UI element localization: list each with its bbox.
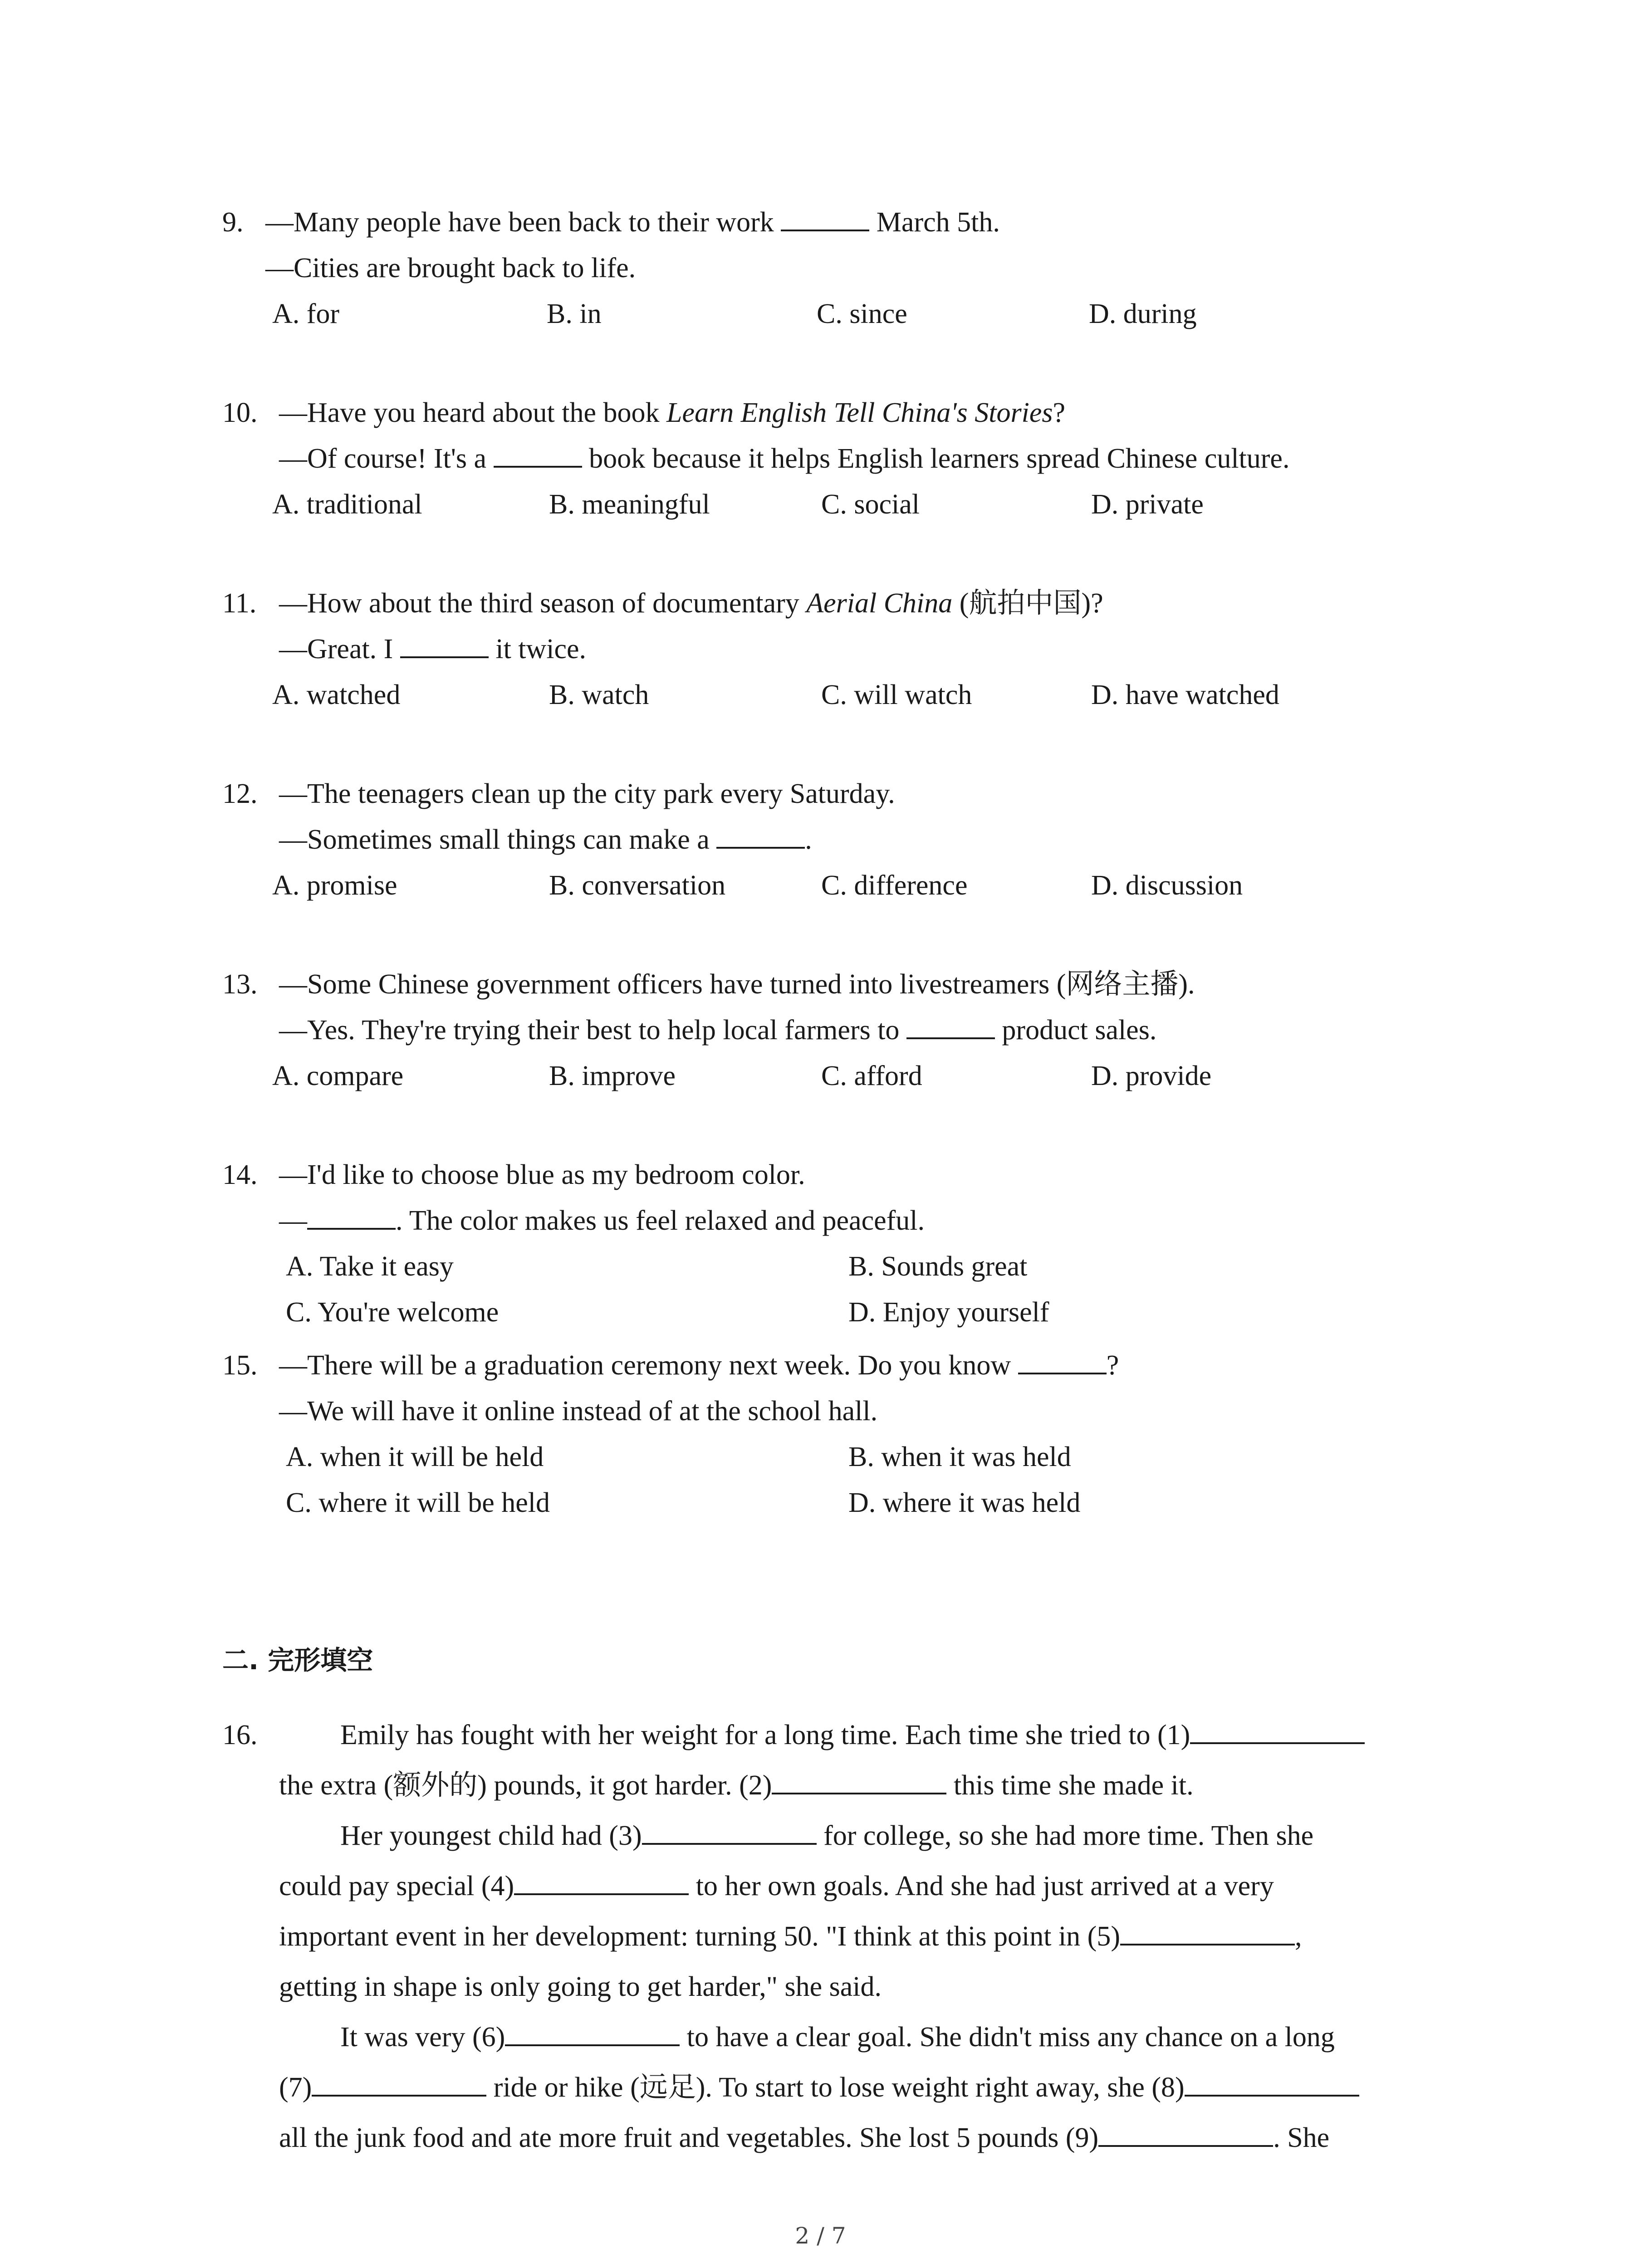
answer-option: D. where it was held: [848, 1487, 1081, 1518]
text-segment: to have a clear goal. She didn't miss any chance on a long: [680, 2022, 1335, 2053]
text-segment: —Sometimes small things can make a: [279, 824, 717, 855]
options-row: [222, 672, 1493, 718]
text-segment: —I'd like to choose blue as my bedroom color.: [279, 1159, 805, 1190]
answer-blank: [400, 631, 489, 658]
section-title: 二. 完形填空: [222, 1645, 373, 1676]
answer-option: A. watched: [272, 679, 401, 710]
text-segment: March 5th.: [869, 207, 1000, 238]
text-segment: ?: [1053, 397, 1066, 428]
question-item: [222, 1152, 1493, 1335]
passage-line: [222, 1760, 1447, 1811]
answer-option: B. improve: [549, 1061, 676, 1091]
options-row: [222, 1053, 1493, 1099]
answer-option: B. in: [547, 298, 602, 329]
answer-option: D. private: [1091, 489, 1204, 520]
text-segment: for college, so she had more time. Then she: [816, 1820, 1314, 1851]
text-segment: —Great. I: [279, 634, 400, 665]
text-segment: —We will have it online instead of at the school hall.: [279, 1396, 878, 1427]
italic-title: Learn English Tell China's Stories: [666, 397, 1053, 428]
question-stem-line: [222, 771, 1493, 817]
question-stem-line: [222, 1152, 1493, 1198]
answer-option: B. conversation: [549, 870, 726, 901]
text-segment: getting in shape is only going to get harder," she said.: [279, 1971, 882, 2002]
text-segment: this time she made it.: [946, 1770, 1194, 1801]
italic-title: Aerial China: [806, 588, 953, 619]
answer-option: D. Enjoy yourself: [848, 1297, 1049, 1328]
question-item: [222, 962, 1493, 1099]
passage-line: [222, 2012, 1447, 2063]
answer-option: A. when it will be held: [286, 1442, 544, 1472]
question-stem-line: [222, 1007, 1493, 1053]
answer-option: A. for: [272, 298, 340, 329]
text-segment: book because it helps English learners spread Chinese culture.: [582, 443, 1290, 474]
question-stem-line: [222, 581, 1493, 626]
answer-blank: [505, 2019, 680, 2046]
text-segment: the extra (额外的) pounds, it got harder. (2): [279, 1770, 772, 1801]
text-segment: could pay special (4): [279, 1871, 514, 1901]
answer-option: D. have watched: [1091, 679, 1279, 710]
answer-blank: [716, 821, 805, 849]
answer-option: B. meaningful: [549, 489, 710, 520]
passage-line: [222, 1962, 1447, 2012]
text-segment: —Cities are brought back to life.: [265, 253, 636, 284]
text-segment: —There will be a graduation ceremony next week. Do you know: [279, 1350, 1018, 1381]
options-row: [222, 1480, 1493, 1526]
answer-blank: [514, 1868, 689, 1895]
answer-blank: [1190, 1717, 1365, 1744]
question-number: 11.: [222, 588, 257, 619]
text-segment: It was very (6): [340, 2022, 505, 2053]
question-item: [222, 390, 1493, 528]
text-segment: . The color makes us feel relaxed and peaceful.: [396, 1205, 925, 1236]
answer-blank: [312, 2069, 486, 2097]
question-number: 9.: [222, 207, 244, 238]
question-number: 12.: [222, 778, 258, 809]
text-segment: to her own goals. And she had just arrived at a very: [689, 1871, 1274, 1901]
question-stem-line: [222, 245, 1493, 291]
answer-blank: [781, 204, 869, 231]
options-row: [222, 482, 1493, 528]
text-segment: all the junk food and ate more fruit and vegetables. She lost 5 pounds (9): [279, 2122, 1099, 2153]
text-segment: ?: [1106, 1350, 1119, 1381]
question-number: 13.: [222, 969, 258, 1000]
text-segment: —The teenagers clean up the city park every Saturday.: [279, 778, 895, 809]
question-stem-line: [222, 200, 1493, 245]
text-segment: Her youngest child had (3): [340, 1820, 642, 1851]
text-segment: product sales.: [994, 1015, 1157, 1046]
answer-option: A. promise: [272, 870, 397, 901]
answer-option: C. since: [817, 298, 907, 329]
text-segment: ride or hike (远足). To start to lose weight right away, she (8): [486, 2072, 1185, 2103]
answer-option: C. will watch: [821, 679, 972, 710]
question-item: [222, 1343, 1493, 1526]
text-segment: —Yes. They're trying their best to help local farmers to: [279, 1015, 906, 1046]
answer-blank: [1185, 2069, 1359, 2097]
text-segment: —Some Chinese government officers have turned into livestreamers (网络主播).: [279, 969, 1195, 1000]
question-stem-line: [222, 436, 1493, 482]
question-stem-line: [222, 626, 1493, 672]
text-segment: . She: [1273, 2122, 1330, 2153]
answer-blank: [307, 1202, 396, 1230]
passage-line: [222, 1911, 1447, 1962]
answer-option: D. provide: [1091, 1061, 1212, 1091]
answer-blank: [1098, 2120, 1273, 2147]
options-row: [222, 863, 1493, 909]
text-segment: it twice.: [488, 634, 587, 665]
text-segment: (航拍中国)?: [952, 588, 1103, 619]
question-stem-line: [222, 1198, 1493, 1244]
question-item: [222, 771, 1493, 909]
answer-option: D. during: [1089, 298, 1197, 329]
question-stem-line: [222, 817, 1493, 863]
question-item: [222, 581, 1493, 718]
answer-blank: [642, 1818, 817, 1845]
text-segment: .: [805, 824, 812, 855]
text-segment: important event in her development: turning 50. "I think at this point in (5): [279, 1921, 1120, 1952]
options-row: [222, 291, 1493, 337]
text-segment: —Have you heard about the book: [279, 397, 666, 428]
page-number: 2 / 7: [795, 2223, 846, 2249]
answer-option: A. compare: [272, 1061, 404, 1091]
answer-blank: [906, 1012, 995, 1039]
question-number: 15.: [222, 1350, 258, 1381]
passage-line: [222, 1710, 1447, 1760]
answer-option: A. Take it easy: [286, 1251, 454, 1282]
answer-option: B. Sounds great: [848, 1251, 1028, 1282]
passage-line: [222, 1811, 1447, 1861]
passage-line: [222, 1861, 1447, 1911]
answer-option: C. difference: [821, 870, 968, 901]
question-number: 14.: [222, 1159, 258, 1190]
cloze-passage: [222, 1710, 1447, 2163]
question-stem-line: [222, 962, 1493, 1007]
answer-blank: [1018, 1347, 1107, 1374]
text-segment: —: [279, 1205, 307, 1236]
text-segment: —Of course! It's a: [279, 443, 494, 474]
options-row: [222, 1244, 1493, 1290]
passage-line: [222, 2113, 1447, 2163]
question-stem-line: [222, 1343, 1493, 1388]
question-stem-line: [222, 1388, 1493, 1434]
answer-option: C. social: [821, 489, 920, 520]
text-segment: —How about the third season of documentary: [279, 588, 807, 619]
answer-option: C. You're welcome: [286, 1297, 499, 1328]
question-number: 16.: [222, 1720, 258, 1750]
options-row: [222, 1434, 1493, 1480]
text-segment: (7): [279, 2072, 312, 2103]
answer-option: C. afford: [821, 1061, 922, 1091]
answer-option: B. watch: [549, 679, 649, 710]
answer-blank: [494, 440, 582, 468]
answer-option: C. where it will be held: [286, 1487, 550, 1518]
text-segment: —Many people have been back to their work: [265, 207, 781, 238]
question-stem-line: [222, 390, 1493, 436]
text-segment: ,: [1294, 1921, 1302, 1952]
question-item: [222, 200, 1493, 337]
answer-blank: [772, 1767, 946, 1794]
answer-option: D. discussion: [1091, 870, 1243, 901]
options-row: [222, 1290, 1493, 1335]
answer-option: B. when it was held: [848, 1442, 1071, 1472]
text-segment: Emily has fought with her weight for a long time. Each time she tried to (1): [340, 1720, 1190, 1750]
answer-blank: [1120, 1918, 1295, 1945]
passage-line: [222, 2063, 1447, 2113]
question-number: 10.: [222, 397, 258, 428]
answer-option: A. traditional: [272, 489, 422, 520]
